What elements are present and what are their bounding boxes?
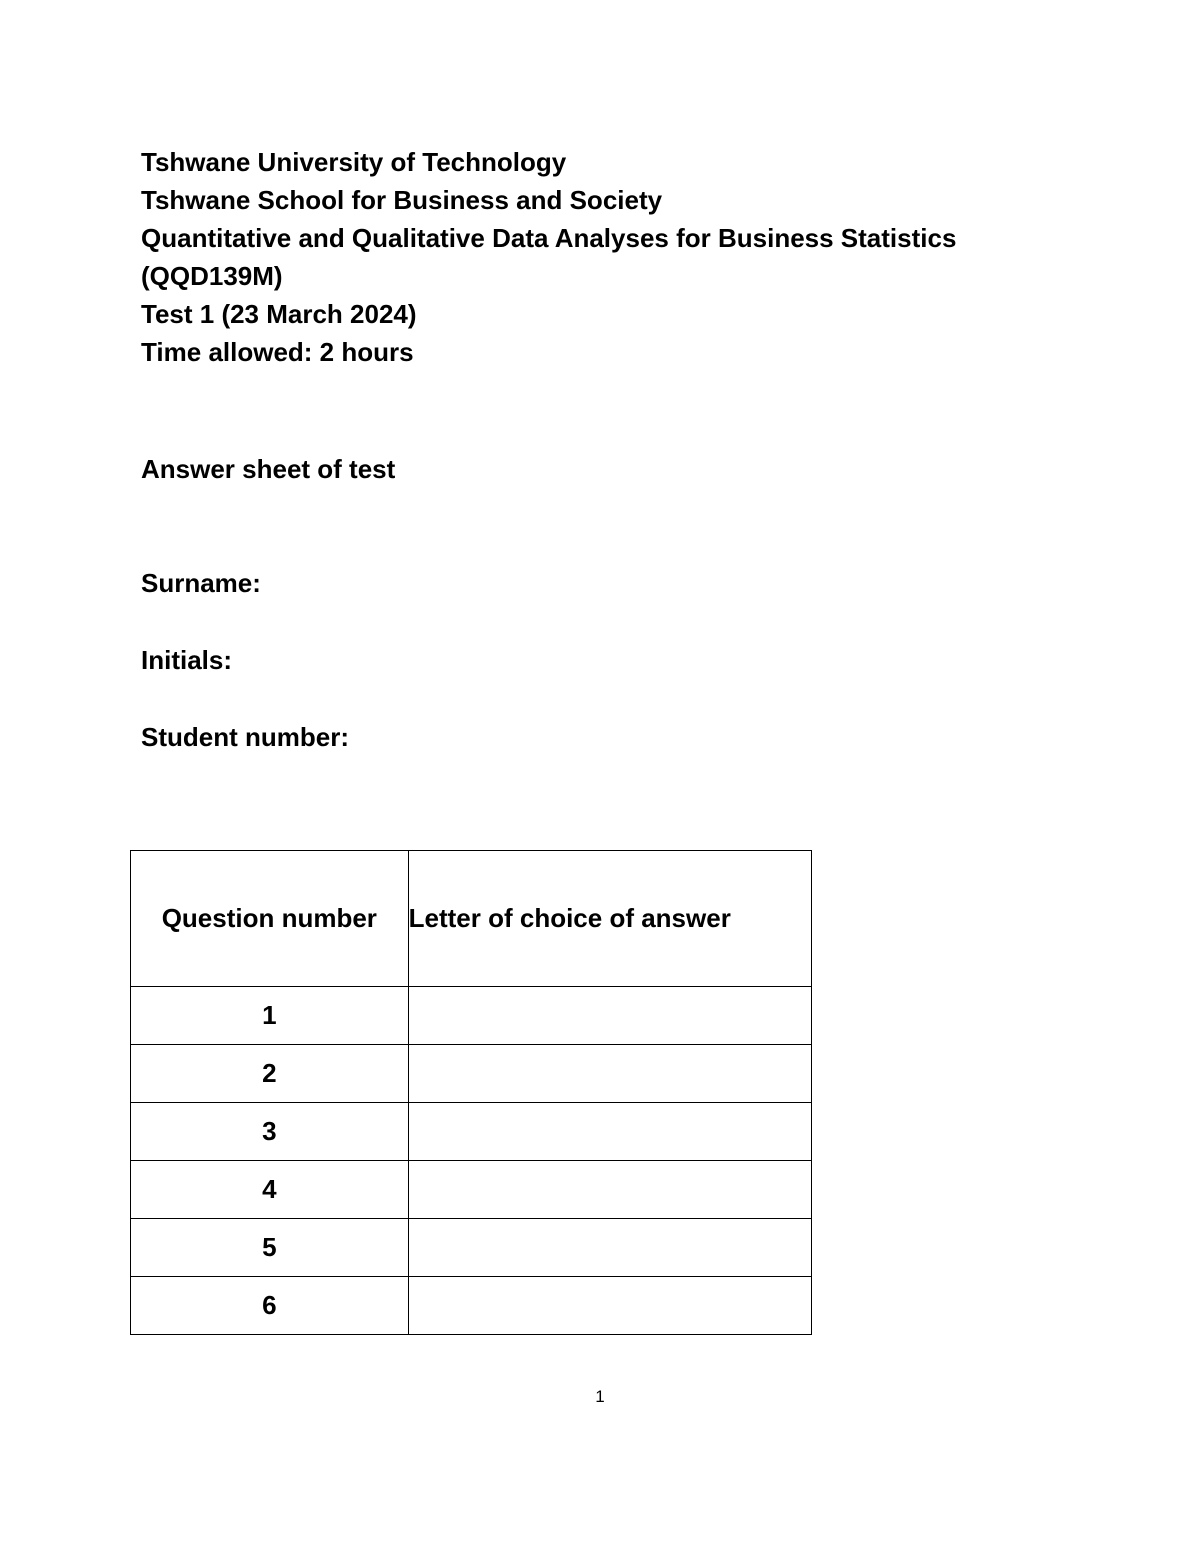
answer-table-header-row (131, 851, 812, 987)
document-header (141, 143, 1041, 371)
answer-sheet-title: Answer sheet of test (141, 454, 396, 484)
table-row (131, 1219, 812, 1277)
surname-label: Surname: (141, 568, 261, 598)
test-date: Test 1 (23 March 2024) (141, 299, 417, 329)
question-number-cell: 3 (131, 1103, 409, 1161)
table-row (131, 1277, 812, 1335)
answer-cell (408, 1161, 811, 1219)
question-number-cell: 2 (131, 1045, 409, 1103)
answer-table (130, 850, 812, 1335)
answer-cell (408, 1045, 811, 1103)
answer-cell (408, 987, 811, 1045)
question-number-header: Question number (131, 851, 409, 987)
course-code: (QQD139M) (141, 261, 283, 291)
page-number: 1 (595, 1387, 605, 1406)
initials-label: Initials: (141, 645, 233, 675)
answer-cell (408, 1277, 811, 1335)
course-name: Quantitative and Qualitative Data Analyses for Business Statistics (141, 223, 957, 253)
table-row (131, 1103, 812, 1161)
university-name: Tshwane University of Technology (141, 147, 567, 177)
time-allowed: Time allowed: 2 hours (141, 337, 414, 367)
answer-letter-header: Letter of choice of answer (408, 851, 811, 987)
question-number-cell: 5 (131, 1219, 409, 1277)
student-number-label: Student number: (141, 722, 349, 752)
table-row (131, 1161, 812, 1219)
school-name: Tshwane School for Business and Society (141, 185, 663, 215)
table-row (131, 987, 812, 1045)
question-number-cell: 4 (131, 1161, 409, 1219)
answer-cell (408, 1103, 811, 1161)
answer-cell (408, 1219, 811, 1277)
question-number-cell: 6 (131, 1277, 409, 1335)
question-number-cell: 1 (131, 987, 409, 1045)
table-row (131, 1045, 812, 1103)
